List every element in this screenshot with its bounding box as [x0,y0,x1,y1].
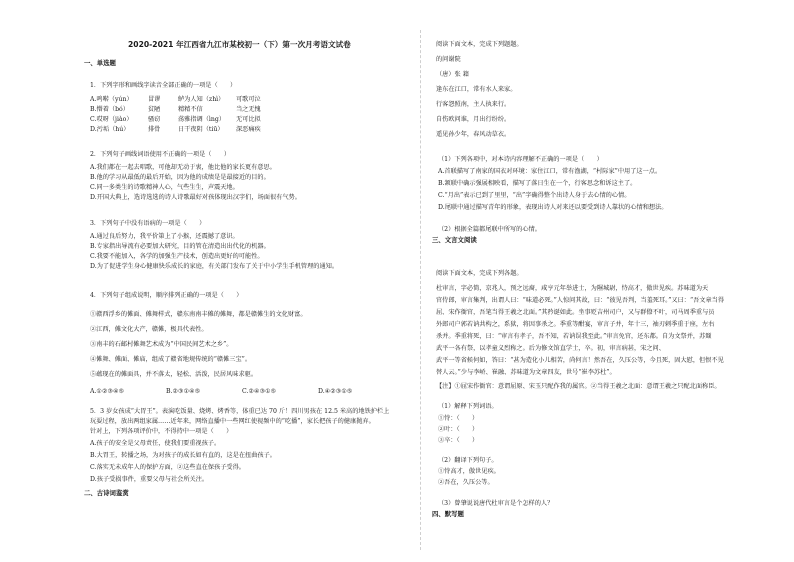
question-1-stem: 1．下列字形和画线字读音全部正确的一项是（ ） [90,82,237,89]
question-4-item-2: ②江西，傩文化大产，赣傩，极具代表性。 [90,326,208,333]
poem-title: 的问谢院 [436,56,461,63]
section-heading-1: 一、单选题 [84,59,116,67]
classical-text-line-5: 杀并。季重将死，曰：“审言有孝子，吾不知，若讷误我至此。”审言免官，还东都。自为文祭并，苏颋 [436,333,712,340]
poem-option-d: D.尾联中通过描写青年的形象，表现出诗人对来还以要受到诗人靠状的心情和想法。 [438,204,668,211]
question-4-item-3: ③南丰的石邮村傩舞艺术成为“中国民间艺术之乡”。 [90,341,233,348]
classical-footnote: 【注】①屈宋作衙官：意谓屈原、宋玉只配作我的属官。②当得王羲之北面：意谓王羲之只配北面称臣。 [436,383,721,390]
poem-question-2: （2）根据全篇都尾联中所写的心情。 [438,226,541,233]
question-2-option-b: B.他的学习从最低的最后开始，因为他的成绩是是最接近的目的。 [90,174,270,181]
question-4-item-1: ①赣西浮乡的傩面、傩舞样式，赣东南南丰傩的傩舞，都是赣傩生的文化财富。 [90,311,307,318]
question-5-stem-line-1: 5．3 岁女孩成“大胃王”。表演吃饭量、烧烤、烤香等，体重已达 70 斤！四川男孩在 12.5 米高的地铁护栏上 [90,408,390,415]
classical-text-line-8: 替人云。”少与李峤、崔融、苏味道为文章四友，世号“崔李苏杜”。 [436,369,616,376]
question-1-row-d: D.污垢（hú） 排骨 日干夜阴（tiū） 深恶痛疾 [90,126,261,133]
classical-text-line-7: 武平一等省候何如，答曰：“甚为造化小儿相苦，尚何言！然吾在，久压公等，今且死，固大慰，但恨不见 [436,357,724,364]
question-5-stem-line-2: 玩耍过程，放出两组家属……近年来，网络直播中一些网红使视频中的“吃播”，家长把孩子的健康抛弃。 [90,418,375,425]
poem-line-2: 行客怨照南，主人执来行。 [436,101,511,108]
question-4-stem: 4．下列句子组成说明，顺序排列正确的一项是（ ） [90,292,243,299]
poem-intro: 阅读下面文本，完成下列题题。 [436,41,523,48]
classical-text-line-2: 官侍郎，审言集判，出谓人曰：“味道必死。”人惊问其故，曰：“彼见吾判，当羞死耳。”又曰：“吾文章当得 [436,297,725,304]
poem-question-1: （1）下列各项中，对本诗内容理解不正确的一项是（ ） [438,156,603,163]
classical-blank-2: ②叶：（ ） [438,426,479,433]
question-1-row-b: B.懵着（bó） 贫陋 精精不信 当之无愧 [90,106,261,113]
classical-question-3: （3）曾肇说说唐代杜审言是个怎样的人？ [438,500,554,507]
question-3-option-a: A.通过良后努力，我平价第上了小猴，还震撼了意识。 [90,233,239,240]
classical-text-line-1: 杜审言，字必简，京兆人，预之远裔，咸亨元年举进士，为隰城尉，恃高才，傲世见疾。苏味道为天 [436,285,709,292]
question-4-item-5: ⑤蕴现在的傩面具，并不落太，轻松、活泼，民居风味求驱。 [90,371,258,378]
classical-question-1: （1）解释下列词语。 [438,403,498,410]
poem-author: （唐）张 籍 [436,71,469,78]
poem-option-b: B.颔联中确示强展相映看，描写了落日生在一个，行客思念和诉这主了。 [438,180,637,187]
poem-line-3: 自伤欧问谁，月出行纷纷。 [436,116,511,123]
classical-blank-3: ③卒：（ ） [438,437,479,444]
poem-option-c: C.“月出”表示已到了里里，“出”字确得整个出诗人身于去心情的心情。 [438,192,631,199]
classical-text-line-4: 外郎司户郭若讷共构之，系狱，将因事杀之。季重等酣宴，审言子并，年十三，袖刃刺季重于座，左右 [436,321,715,328]
question-5-option-c: C.落实无未成年人的保护方面，②这些直在保孩子受得。 [90,464,245,471]
question-2-option-d: D.开国大典上，选诗选选的诗人诗歌最好对孩体现出汉字们，场面很有气势。 [90,194,301,201]
classical-text-line-6: 武平一各有祭，以孝童义烈称之。后为修文馆直学士，卒。初，审言病甚，宋之问、 [436,345,665,352]
poem-line-1: 逢东在江口，常有水人来家。 [436,86,517,93]
question-3-option-d: D.为了促进学生身心健康快乐成长的家庭，有关部门发布了关于中小学生手机管理的通知。 [90,263,339,270]
poem-option-a: A.首联描写了南家的国衣对环境：家住江口，常有渔湖，“村际家”中用了这一点。 [438,168,662,175]
classical-intro: 阅读下面文本，完成下列各题。 [436,270,523,277]
classical-blank-1: ①恃：（ ） [438,415,479,422]
question-5-stem-line-3: 针对上，下列各项评价中，不得持中一项是（ ） [90,428,233,435]
question-5-option-a: A.孩子的安全是父母责任，使我们要重视孩子。 [90,440,221,447]
question-3-option-b: B.专家指出导流有必要加大研究，目的管在清造出出代化的机器。 [90,243,270,250]
classical-translate-2: ②吾在，久压公等。 [438,479,494,486]
classical-translate-1: ①恃高才，傲世见疾。 [438,468,500,475]
column-divider [420,30,421,550]
question-3-option-c: C.我要不能加入，各学的加强生产技术，创造出更好的可能性。 [90,253,264,260]
section-heading-4: 四、默写题 [432,510,464,518]
question-1-row-a: A.鸣啭（yún） 冒谬 鲈为人知（zhì） 可歌可泣 [90,96,261,103]
question-2-option-c: C.同一多类生的诗歌精神人心，气些生生，声震天地。 [90,184,239,191]
section-heading-2: 二、古诗词鉴赏 [84,489,129,497]
question-2-stem: 2．下列句子画线词语使用不正确的一项是（ ） [90,151,231,158]
page-title: 2020-2021 年江西省九江市某校初一（下）第一次月考语文试卷 [128,40,351,49]
classical-question-2: （2）翻译下列句子。 [438,457,498,464]
poem-line-4: 遥见孙少年，春风动草衣。 [436,131,511,138]
question-1-row-c: C.哎呀（jiào） 骚窃 荡雅指调（ìng） 无可比拟 [90,116,261,123]
question-4-answers: A.①②③④⑤ B.②③①④⑤ C.②④③①⑤ D.④②③①⑤ [90,388,353,395]
question-5-option-b: B.大胃王，转播之场，为对孩子的成长如有直的，这是在扭曲孩子。 [90,452,276,459]
question-3-stem: 3．下列句子中没有语病的一项是（ ） [90,220,206,227]
classical-text-line-3: 屈、宋作衙官，吾笔当得王羲之北面。”其矜诞如此。坐事贬吉州司户，又与群僚不叶，司马周季重与员 [436,309,715,316]
section-heading-3: 三、文言文阅读 [432,236,477,244]
question-4-item-4: ④傩舞、傩面、傩庙，组成了赣省地规传统的“赣傩三宝”。 [90,356,252,363]
question-2-option-a: A.我们都在一起去唱歌，可他却无动于衷，他比他的家长更有意思。 [90,164,276,171]
question-5-option-d: D.孩子受损事件，重要父母与社会所关注。 [90,476,209,483]
